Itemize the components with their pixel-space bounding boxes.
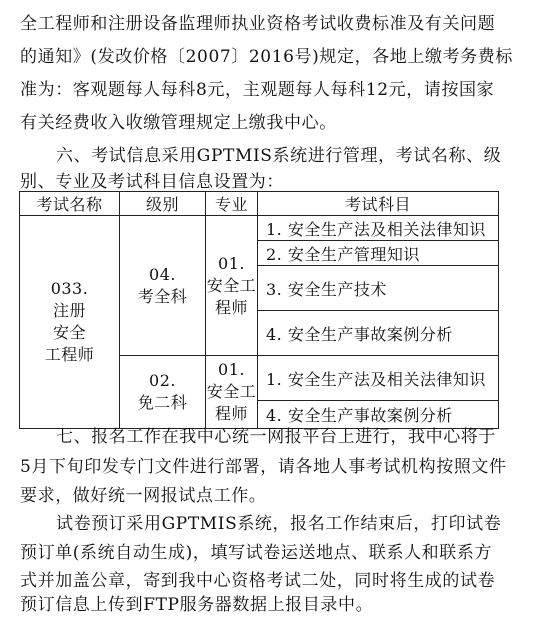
header-subject: 考试科目 — [258, 192, 499, 216]
header-major: 专业 — [206, 192, 258, 216]
paragraph-line: 全工程师和注册设备监理师执业资格考试收费标准及有关问题 — [20, 14, 496, 34]
major-cell: 01. 安全工 程师 — [206, 356, 258, 429]
level-cell: 04. 考全科 — [120, 216, 206, 356]
subject-cell: 4. 安全生产事故案例分析 — [258, 311, 499, 356]
paragraph-line: 别、专业及考试科目信息设置为： — [20, 172, 284, 192]
header-level: 级别 — [120, 192, 206, 216]
paragraph-line: 要求，做好统一网报试点工作。 — [20, 486, 267, 506]
paragraph-line: 5月下旬印发专门文件进行部署，请各地人事考试机构按照文件 — [20, 457, 507, 477]
header-exam-name: 考试名称 — [20, 192, 120, 216]
subject-cell: 3. 安全生产技术 — [258, 266, 499, 311]
subject-cell: 4. 安全生产事故案例分析 — [258, 401, 499, 429]
paragraph-line: 预订信息上传到FTP服务器数据上报目录中。 — [20, 595, 374, 615]
major-cell: 01. 安全工 程师 — [206, 216, 258, 356]
table-header-row — [20, 192, 499, 216]
subject-cell: 1. 安全生产法及相关法律知识 — [258, 216, 499, 241]
paragraph-line: 七、报名工作在我中心统一网报平台上进行，我中心将于 — [56, 427, 496, 447]
subject-cell: 1. 安全生产法及相关法律知识 — [258, 356, 499, 401]
paragraph-line: 有关经费收入收缴管理规定上缴我中心。 — [20, 113, 337, 133]
exam-name-cell: 033. 注册 安全 工程师 — [20, 216, 120, 429]
paragraph-line: 六、考试信息采用GPTMIS系统进行管理，考试名称、级 — [56, 146, 502, 166]
exam-info-table — [19, 191, 499, 429]
paragraph-line: 的通知》(发改价格〔2007〕2016号)规定，各地上缴考务费标 — [20, 47, 513, 67]
paragraph-line: 试卷预订采用GPTMIS系统，报名工作结束后，打印试卷 — [56, 514, 502, 534]
paragraph-line: 式并加盖公章，寄到我中心资格考试二处，同时将生成的试卷 — [20, 571, 496, 591]
paragraph-line: 预订单(系统自动生成)，填写试卷运送地点、联系人和联系方 — [20, 543, 493, 563]
table-row — [20, 216, 499, 241]
paragraph-line: 准为：客观题每人每科8元，主观题每人每科12元，请按国家 — [20, 80, 495, 100]
subject-cell: 2. 安全生产管理知识 — [258, 241, 499, 266]
level-cell: 02. 免二科 — [120, 356, 206, 429]
